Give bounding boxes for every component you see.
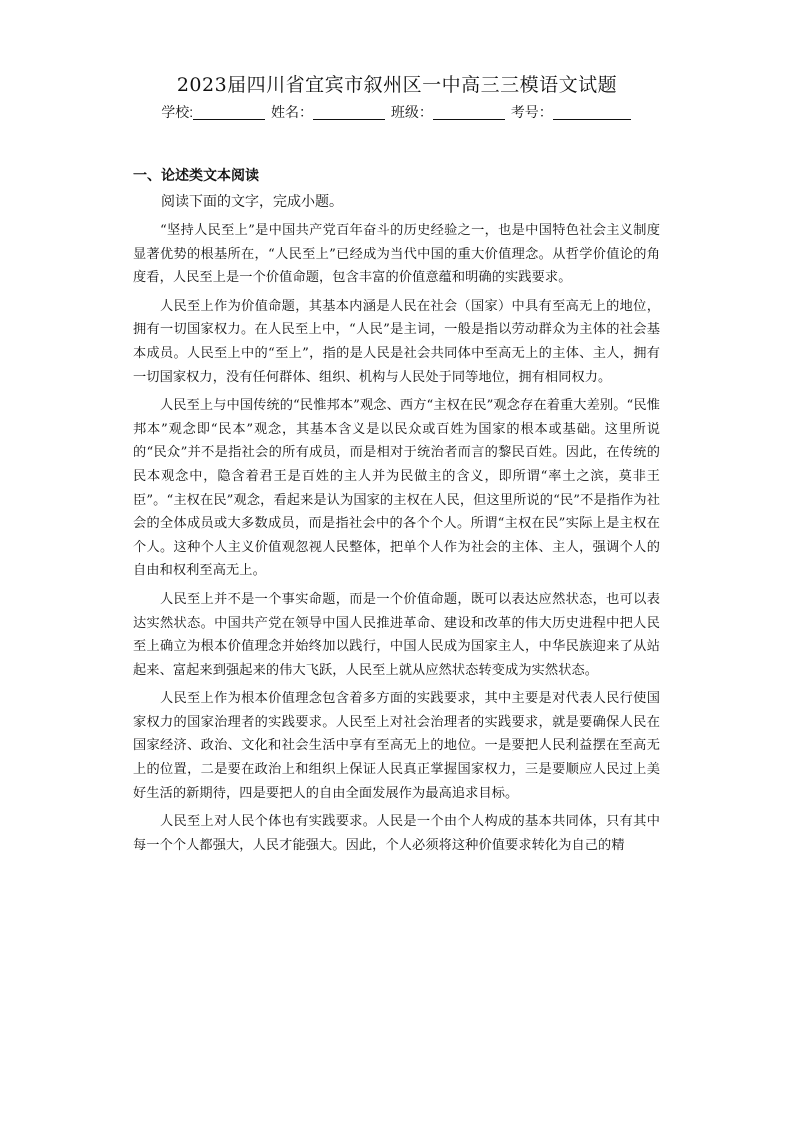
exam-number-field xyxy=(511,102,633,122)
class-label: 班级： xyxy=(390,104,433,120)
name-blank[interactable] xyxy=(313,107,385,120)
passage-paragraph: 人民至上与中国传统的“民惟邦本”观念、西方“主权在民”观念存在着重大差别。“民惟邦本”观念即“民本”观念，其基本含义是以民众或百姓为国家的根本或基础。这里所说的“民众”并不是指社会的所有成员，而是相对于统治者而言的黎民百姓。因此，在传统的民本观念中，隐含着君王是百姓的主人并为民做主的含义，即所谓“率土之滨，莫非王臣”。“主权在民”观念，看起来是认为国家的主权在人民，但这里所说的“民”不是指作为社会的全体成员或大多数成员，而是指社会中的各个个人。所谓“主权在民”实际上是主权在个人。这种个人主义价值观忽视人民整体，把单个人作为社会的主体、主人，强调个人的自由和权利至高无上。 xyxy=(133,398,660,579)
passage-paragraph: 人民至上作为价值命题，其基本内涵是人民在社会（国家）中具有至高无上的地位，拥有一切国家权力。在人民至上中，“人民”是主词，一般是指以劳动群众为主体的社会基本成员。人民至上中的“至上”，指的是人民是社会共同体中至高无上的主体、主人，拥有一切国家权力，没有任何群体、组织、机构与人民处于同等地位，拥有相同权力。 xyxy=(133,298,660,385)
passage-paragraph: 人民至上作为根本价值理念包含着多方面的实践要求，其中主要是对代表人民行使国家权力的国家治理者的实践要求。人民至上对社会治理者的实践要求，就是要确保人民在国家经济、政治、文化和社会生活中享有至高无上的地位。一是要把人民利益摆在至高无上的位置，二是要在政治上和组织上保证人民真正掌握国家权力，三是要顺应人民过上美好生活的新期待，四是要把人的自由全面发展作为最高追求目标。 xyxy=(133,691,660,801)
school-label: 学校: xyxy=(161,104,194,120)
reading-instruction: 阅读下面的文字，完成小题。 xyxy=(161,193,343,209)
exam-number-label: 考号： xyxy=(510,104,553,120)
student-info-row xyxy=(0,102,794,122)
document-title: 2023届四川省宜宾市叙州区一中高三三模语文试题 xyxy=(176,74,618,96)
name-field xyxy=(271,102,387,122)
passage-paragraph: 人民至上并不是一个事实命题，而是一个价值命题，既可以表达应然状态，也可以表达实然状态。中国共产党在领导中国人民推进革命、建设和改革的伟大历史进程中把人民至上确立为根本价值理念并始终加以践行，中国人民成为国家主人，中华民族迎来了从站起来、富起来到强起来的伟大飞跃，人民至上就从应然状态转变成为实然状态。 xyxy=(133,591,660,678)
class-blank[interactable] xyxy=(433,107,505,120)
school-blank[interactable] xyxy=(193,107,265,120)
passage-paragraph: “坚持人民至上”是中国共产党百年奋斗的历史经验之一，也是中国特色社会主义制度显著优势的根基所在，“人民至上”已经成为当代中国的重大价值理念。从哲学价值论的角度看，人民至上是一个价值命题，包含丰富的价值意蕴和明确的实践要求。 xyxy=(133,223,660,286)
name-label: 姓名： xyxy=(271,104,313,120)
passage-paragraph: 人民至上对人民个体也有实践要求。人民是一个由个人构成的基本共同体，只有其中每一个个人都强大，人民才能强大。因此，个人必须将这种价值要求转化为自己的精 xyxy=(133,814,660,853)
reading-passage xyxy=(133,219,660,862)
class-field xyxy=(391,102,507,122)
exam-number-blank[interactable] xyxy=(553,107,631,120)
school-field xyxy=(161,102,267,122)
section-heading: 一、论述类文本阅读 xyxy=(133,167,259,183)
